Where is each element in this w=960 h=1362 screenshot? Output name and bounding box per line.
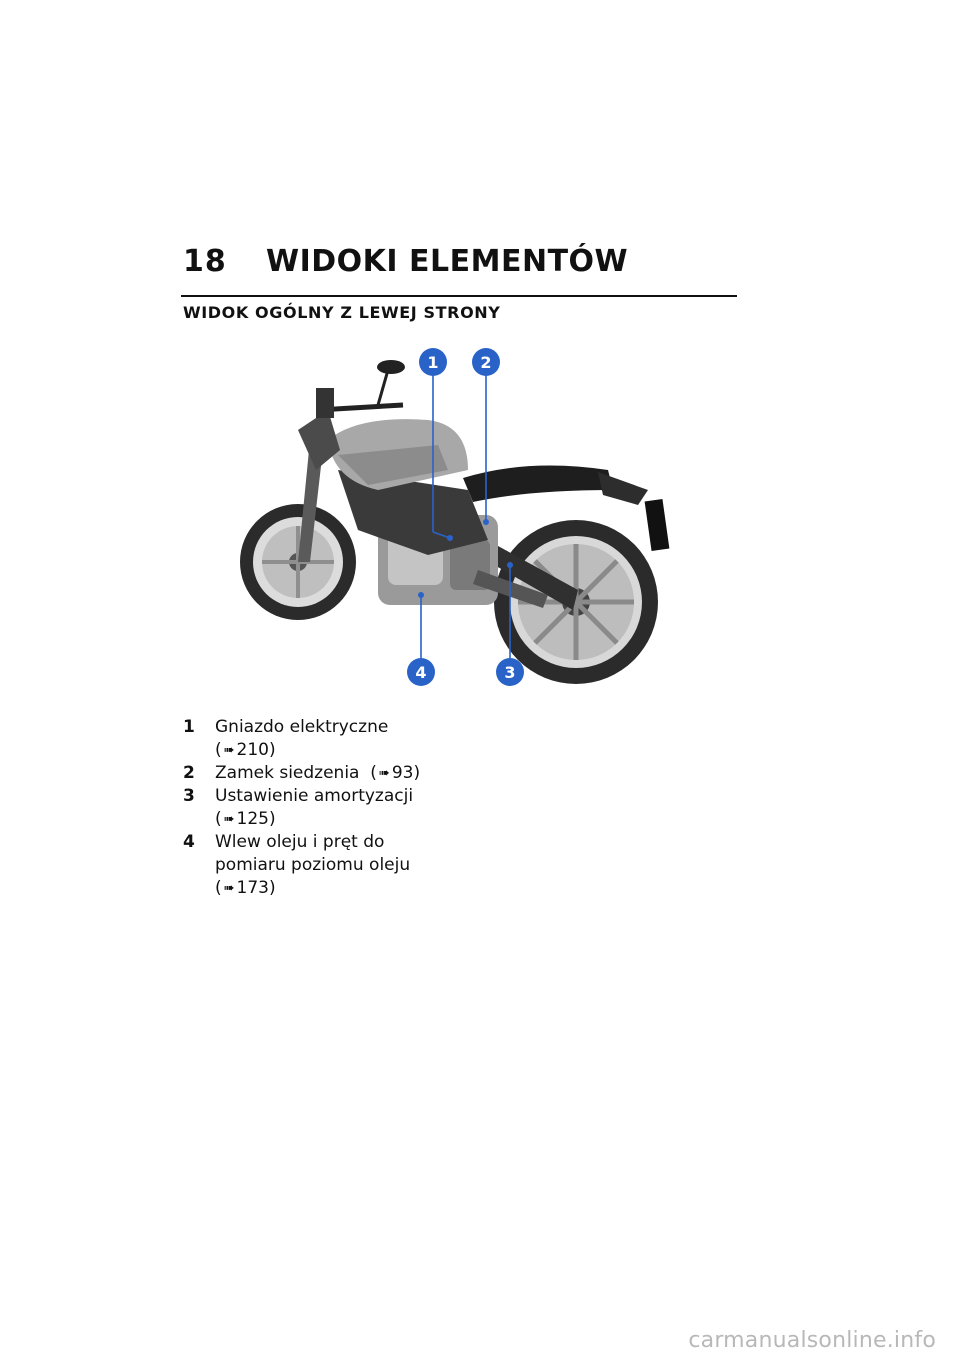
legend-list: [183, 716, 503, 900]
legend-item-2: [183, 762, 503, 785]
header-rule: [181, 295, 737, 297]
headlight: [298, 410, 340, 470]
arrow-right-icon: ➠: [378, 766, 390, 781]
callout-2: [472, 348, 500, 376]
tail: [598, 472, 648, 505]
page-reference[interactable]: ( ➠ 173): [215, 878, 276, 898]
license-plate: [645, 499, 670, 551]
page-number: 18: [183, 244, 227, 279]
legend-number: 1: [183, 717, 195, 737]
callout-2-label: 2: [480, 353, 492, 372]
legend-text: Wlew oleju i pręt do: [215, 832, 385, 852]
callout-1: [419, 348, 447, 376]
motorcycle-illustration: [228, 340, 698, 690]
legend-item-3: [183, 785, 503, 831]
legend-text-cont: pomiaru poziomu oleju: [215, 855, 411, 875]
watermark: carmanualsonline.info: [688, 1328, 936, 1353]
motorcycle-figure: [228, 340, 698, 690]
callout-1-label: 1: [427, 353, 439, 372]
arrow-right-icon: ➠: [223, 881, 235, 896]
chapter-title: WIDOKI ELEMENTÓW: [266, 244, 629, 279]
rear-wheel: [494, 520, 658, 684]
legend-number: 4: [183, 832, 195, 852]
mirror: [377, 360, 405, 374]
callout-4-label: 4: [415, 663, 427, 682]
legend-text: Gniazdo elektryczne: [215, 717, 389, 737]
arrow-right-icon: ➠: [223, 743, 235, 758]
legend-item-4: [183, 831, 503, 900]
callout-3: [496, 658, 524, 686]
legend-number: 2: [183, 763, 195, 783]
legend-text: Zamek siedzenia: [215, 763, 360, 783]
callout-3-label: 3: [504, 663, 516, 682]
windscreen: [316, 388, 334, 418]
legend-number: 3: [183, 786, 195, 806]
arrow-right-icon: ➠: [223, 812, 235, 827]
legend-item-1: [183, 716, 503, 762]
page-reference[interactable]: ( ➠ 93): [370, 763, 421, 783]
page-reference[interactable]: ( ➠ 125): [215, 809, 276, 829]
callout-4: [407, 658, 435, 686]
page-reference[interactable]: ( ➠ 210): [215, 740, 276, 760]
legend-text: Ustawienie amortyzacji: [215, 786, 414, 806]
section-title: WIDOK OGÓLNY Z LEWEJ STRONY: [183, 303, 501, 322]
